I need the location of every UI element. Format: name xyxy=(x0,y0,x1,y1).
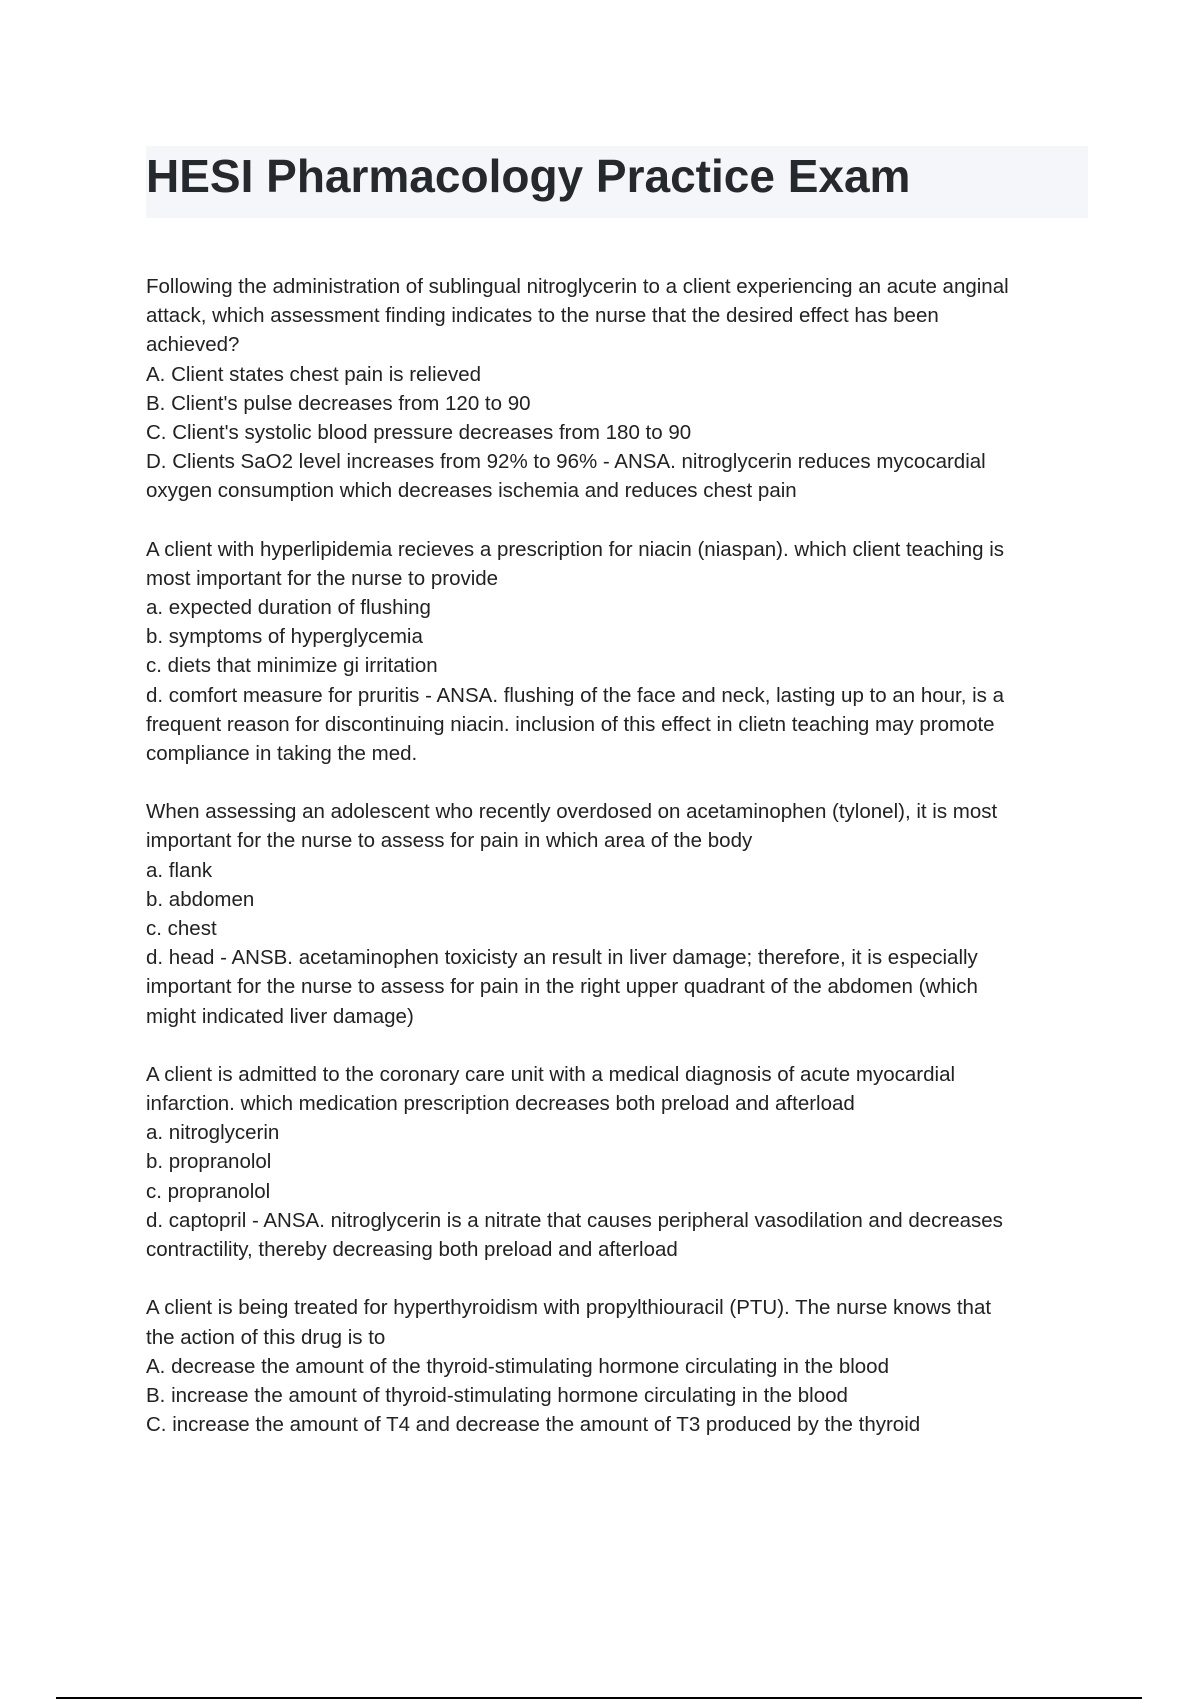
question-text-line: C. increase the amount of T4 and decrease the amount of T3 produced by the thyroid xyxy=(146,1413,921,1437)
footer-divider xyxy=(56,1697,1142,1699)
question-text-line: B. increase the amount of thyroid-stimulating hormone circulating in the blood xyxy=(146,1383,848,1407)
question-text-line: c. diets that minimize gi irritation xyxy=(146,654,438,678)
question-text-line: A client is admitted to the coronary care unit with a medical diagnosis of acute myocardial xyxy=(146,1062,956,1086)
question-text-line: infarction. which medication prescription decreases both preload and afterload xyxy=(146,1092,855,1116)
question-text-line: d. comfort measure for pruritis - ANSA. flushing of the face and neck, lasting up to an hour, is a xyxy=(146,683,1005,707)
question-text-line: A. Client states chest pain is relieved xyxy=(146,362,481,386)
question-text-line: the action of this drug is to xyxy=(146,1325,386,1349)
question-text-line: A client is being treated for hyperthyroidism with propylthiouracil (PTU). The nurse knows that xyxy=(146,1296,992,1320)
question-block-3 xyxy=(146,797,1096,1031)
question-block-1 xyxy=(146,272,1096,506)
question-text-line: C. Client's systolic blood pressure decreases from 180 to 90 xyxy=(146,421,692,445)
question-text-line: c. chest xyxy=(146,917,217,941)
question-text-line: D. Clients SaO2 level increases from 92% to 96% - ANSA. nitroglycerin reduces mycocardial xyxy=(146,450,986,474)
question-text-line: Following the administration of sublingual nitroglycerin to a client experiencing an acute anginal xyxy=(146,275,1009,298)
question-text-line: important for the nurse to assess for pain in the right upper quadrant of the abdomen (which xyxy=(146,975,978,999)
question-text-line: important for the nurse to assess for pain in which area of the body xyxy=(146,829,753,853)
page-title: HESI Pharmacology Practice Exam xyxy=(146,150,911,202)
question-text-line: attack, which assessment finding indicates to the nurse that the desired effect has been xyxy=(146,304,939,328)
question-list xyxy=(146,272,1096,1468)
question-text-line: d. head - ANSB. acetaminophen toxicisty an result in liver damage; therefore, it is especially xyxy=(146,946,978,970)
question-block-4 xyxy=(146,1060,1096,1264)
question-text-line: A. decrease the amount of the thyroid-stimulating hormone circulating in the blood xyxy=(146,1354,889,1378)
question-text-line: a. flank xyxy=(146,858,213,882)
question-text-line: compliance in taking the med. xyxy=(146,742,418,766)
question-text-line: oxygen consumption which decreases ischemia and reduces chest pain xyxy=(146,479,797,503)
question-text-line: most important for the nurse to provide xyxy=(146,566,499,590)
question-text-line: b. propranolol xyxy=(146,1150,272,1174)
question-text-line: contractility, thereby decreasing both preload and afterload xyxy=(146,1238,678,1262)
question-text-line: a. expected duration of flushing xyxy=(146,596,431,620)
question-block-5 xyxy=(146,1293,1096,1439)
question-text-line: might indicated liver damage) xyxy=(146,1004,414,1028)
question-block-2 xyxy=(146,535,1096,769)
question-text-line: b. symptoms of hyperglycemia xyxy=(146,625,423,649)
question-text-line: A client with hyperlipidemia recieves a prescription for niacin (niaspan). which client teaching is xyxy=(146,537,1004,561)
question-text-line: B. Client's pulse decreases from 120 to 90 xyxy=(146,391,531,415)
question-text-line: When assessing an adolescent who recently overdosed on acetaminophen (tylonel), it is most xyxy=(146,800,998,824)
question-text-line: frequent reason for discontinuing niacin. inclusion of this effect in clietn teaching may promote xyxy=(146,712,995,736)
question-text-line: b. abdomen xyxy=(146,887,255,911)
question-text-line: achieved? xyxy=(146,333,240,357)
question-text-line: d. captopril - ANSA. nitroglycerin is a nitrate that causes peripheral vasodilation and decreases xyxy=(146,1208,1003,1232)
question-text-line: c. propranolol xyxy=(146,1179,271,1203)
question-text-line: a. nitroglycerin xyxy=(146,1121,280,1145)
